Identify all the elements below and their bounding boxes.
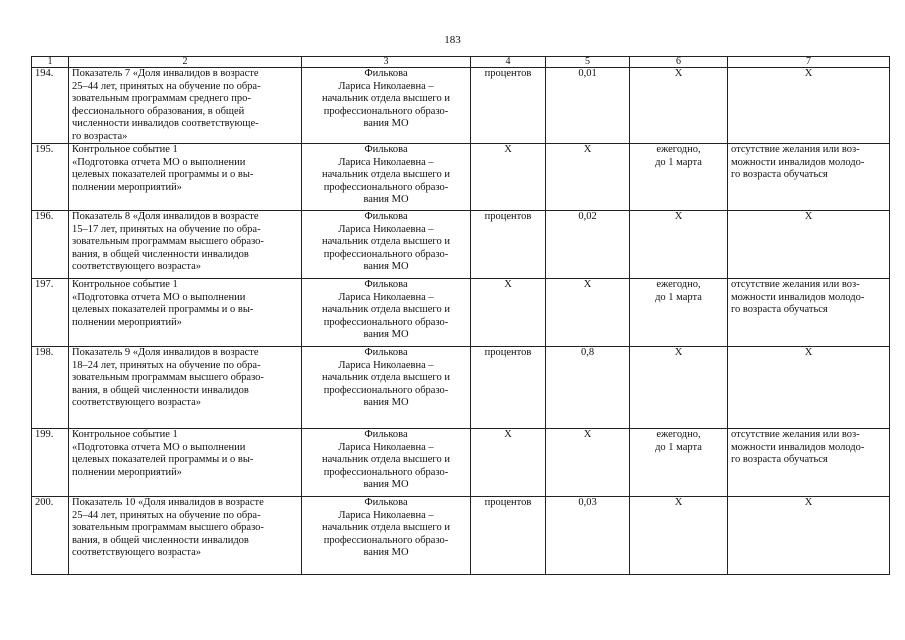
column-header: 3 [302,57,471,68]
row-deadline: Х [630,211,728,279]
row-note: отсутствие желания или воз- можности инвалидов молодо- го возраста обучаться [728,429,890,497]
table-row [32,211,890,279]
row-unit: Х [471,144,546,211]
row-note: отсутствие желания или воз- можности инвалидов молодо- го возраста обучаться [728,279,890,347]
row-unit: Х [471,279,546,347]
row-value: 0,8 [546,347,630,429]
row-deadline: ежегодно, до 1 марта [630,279,728,347]
column-header: 6 [630,57,728,68]
row-unit: процентов [471,211,546,279]
table-row [32,347,890,429]
column-header: 7 [728,57,890,68]
column-header: 5 [546,57,630,68]
row-number: 199. [32,429,69,497]
row-deadline: Х [630,347,728,429]
row-number: 197. [32,279,69,347]
row-description: Контрольное событие 1 «Подготовка отчета МО о выполнении целевых показателей программы и о вы- полнении мероприятий» [69,279,302,347]
row-note: Х [728,347,890,429]
row-description: Показатель 7 «Доля инвалидов в возрасте 25–44 лет, принятых на обучение по обра- зовательным программам среднего про- фессионального образования, в общей численности инвалидов соответствующе- го возраста» [69,68,302,144]
row-description: Контрольное событие 1 «Подготовка отчета МО о выполнении целевых показателей программы и о вы- полнении мероприятий» [69,429,302,497]
page-number: 183 [444,34,461,46]
row-value: Х [546,279,630,347]
row-number: 194. [32,68,69,144]
row-responsible: Филькова Лариса Николаевна – начальник отдела высшего и профессионального образо- вания МО [302,144,471,211]
row-responsible: Филькова Лариса Николаевна – начальник отдела высшего и профессионального образо- вания МО [302,347,471,429]
row-deadline: Х [630,497,728,575]
row-value: Х [546,429,630,497]
row-note: Х [728,497,890,575]
row-description: Показатель 10 «Доля инвалидов в возрасте 25–44 лет, принятых на обучение по обра- зовательным программам высшего образо- вания, в общей численности инвалидов соответствующего возраста» [69,497,302,575]
table-row [32,429,890,497]
row-unit: Х [471,429,546,497]
row-responsible: Филькова Лариса Николаевна – начальник отдела высшего и профессионального образо- вания МО [302,429,471,497]
column-header-row [32,57,890,68]
row-note: Х [728,68,890,144]
row-number: 198. [32,347,69,429]
row-note: отсутствие желания или воз- можности инвалидов молодо- го возраста обучаться [728,144,890,211]
row-number: 196. [32,211,69,279]
table-row [32,279,890,347]
row-unit: процентов [471,497,546,575]
row-note: Х [728,211,890,279]
row-responsible: Филькова Лариса Николаевна – начальник отдела высшего и профессионального образо- вания МО [302,211,471,279]
row-deadline: ежегодно, до 1 марта [630,429,728,497]
row-responsible: Филькова Лариса Николаевна – начальник отдела высшего и профессионального образо- вания МО [302,497,471,575]
plan-table [31,56,890,575]
row-responsible: Филькова Лариса Николаевна – начальник отдела высшего и профессионального образо- вания МО [302,279,471,347]
table-row [32,144,890,211]
row-value: 0,02 [546,211,630,279]
row-unit: процентов [471,347,546,429]
row-responsible: Филькова Лариса Николаевна – начальник отдела высшего и профессионального образо- вания МО [302,68,471,144]
table-row [32,497,890,575]
column-header: 4 [471,57,546,68]
row-deadline: Х [630,68,728,144]
row-description: Показатель 8 «Доля инвалидов в возрасте 15–17 лет, принятых на обучение по обра- зовательным программам высшего образо- вания, в общей численности инвалидов соответствующего возраста» [69,211,302,279]
row-deadline: ежегодно, до 1 марта [630,144,728,211]
row-number: 200. [32,497,69,575]
row-value: 0,01 [546,68,630,144]
row-number: 195. [32,144,69,211]
column-header: 2 [69,57,302,68]
column-header: 1 [32,57,69,68]
row-unit: процентов [471,68,546,144]
row-description: Контрольное событие 1 «Подготовка отчета МО о выполнении целевых показателей программы и о вы- полнении мероприятий» [69,144,302,211]
row-description: Показатель 9 «Доля инвалидов в возрасте 18–24 лет, принятых на обучение по обра- зовательным программам высшего образо- вания, в общей численности инвалидов соответствующего возраста» [69,347,302,429]
row-value: Х [546,144,630,211]
table-row [32,68,890,144]
row-value: 0,03 [546,497,630,575]
